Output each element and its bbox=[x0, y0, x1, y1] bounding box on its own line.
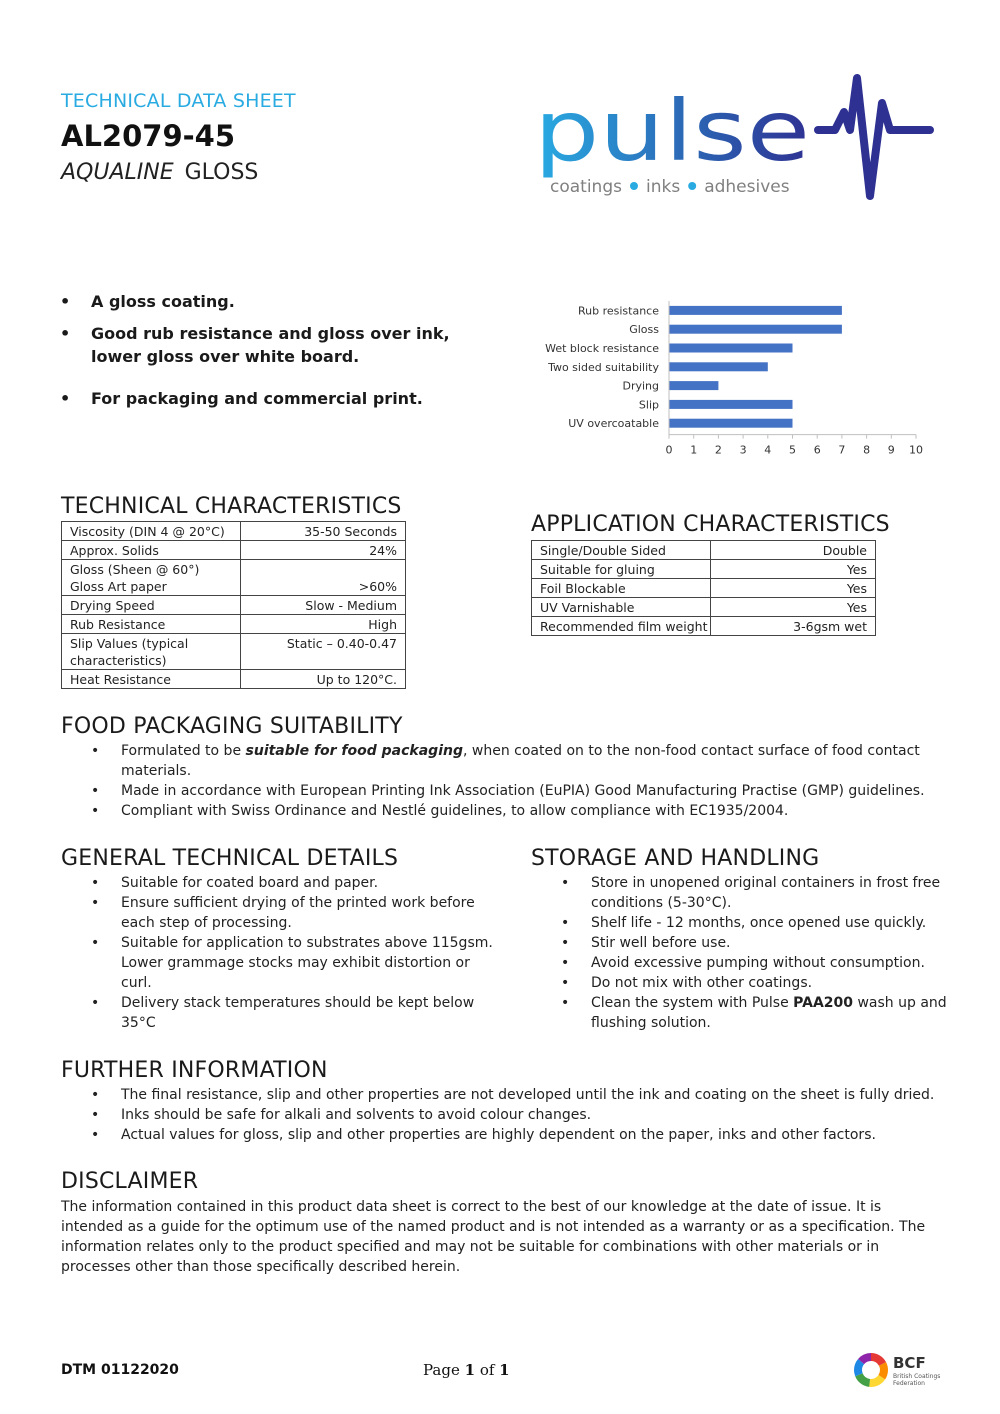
table-row bbox=[62, 596, 406, 615]
row-label-line: Gloss (Sheen @ 60°) bbox=[70, 562, 200, 577]
bar-rub-resistance bbox=[669, 306, 842, 315]
row-label: Rub Resistance bbox=[62, 615, 241, 634]
list-item bbox=[531, 993, 971, 1033]
bcf-name-line: British Coatings bbox=[893, 1373, 941, 1380]
category-label: Two sided suitability bbox=[548, 360, 659, 374]
row-label: Suitable for gluing bbox=[532, 560, 711, 579]
item-emphasis: suitable for food packaging bbox=[245, 743, 463, 759]
table-row bbox=[532, 598, 876, 617]
x-tick-label: 6 bbox=[813, 443, 821, 457]
product-name bbox=[61, 160, 258, 185]
tagline-dot-icon bbox=[630, 182, 638, 190]
table-row bbox=[532, 579, 876, 598]
row-label bbox=[62, 560, 241, 596]
technical-characteristics-table bbox=[61, 521, 406, 689]
list-item: • Avoid excessive pumping without consumption. bbox=[531, 953, 971, 973]
application-characteristics-heading: APPLICATION CHARACTERISTICS bbox=[531, 512, 890, 537]
row-label: UV Varnishable bbox=[532, 598, 711, 617]
row-value: Yes bbox=[711, 579, 876, 598]
category-label: Rub resistance bbox=[577, 304, 659, 318]
table-row bbox=[532, 617, 876, 636]
list-item: • Actual values for gloss, slip and other properties are highly dependent on the paper, inks and other factors. bbox=[61, 1125, 961, 1145]
row-value: 35-50 Seconds bbox=[241, 522, 406, 541]
product-code: AL2079-45 bbox=[61, 119, 236, 153]
application-characteristics-table bbox=[531, 540, 876, 636]
table-row bbox=[532, 541, 876, 560]
storage-handling-heading: STORAGE AND HANDLING bbox=[531, 846, 820, 871]
x-tick-label: 4 bbox=[764, 443, 772, 457]
row-value: Double bbox=[711, 541, 876, 560]
bcf-name-line: Federation bbox=[893, 1380, 925, 1387]
general-technical-details-heading: GENERAL TECHNICAL DETAILS bbox=[61, 846, 399, 871]
bar-drying bbox=[669, 381, 718, 390]
key-point: • For packaging and commercial print. bbox=[60, 387, 500, 410]
row-label: Single/Double Sided bbox=[532, 541, 711, 560]
item-text: Clean the system with Pulse bbox=[591, 995, 794, 1011]
page-label: Page bbox=[423, 1361, 465, 1379]
list-item: • Suitable for application to substrates above 115gsm. Lower grammage stocks may exhibit distortion or curl. bbox=[61, 933, 501, 993]
x-tick-label: 8 bbox=[863, 443, 871, 457]
general-technical-details-list bbox=[61, 873, 501, 1033]
key-points-list bbox=[60, 290, 500, 410]
list-item: • Shelf life - 12 months, once opened use quickly. bbox=[531, 913, 971, 933]
product-reference: PAA200 bbox=[793, 995, 854, 1011]
tagline-dot-icon bbox=[688, 182, 696, 190]
further-information-list bbox=[61, 1085, 961, 1145]
page-label: of bbox=[475, 1361, 500, 1379]
list-item: • Compliant with Swiss Ordinance and Nestlé guidelines, to allow compliance with EC1935/2004. bbox=[61, 801, 941, 821]
list-item: • Suitable for coated board and paper. bbox=[61, 873, 501, 893]
list-item: • Stir well before use. bbox=[531, 933, 971, 953]
list-item: • The final resistance, slip and other properties are not developed until the ink and coating on the sheet is fully dried. bbox=[61, 1085, 961, 1105]
x-tick-label: 1 bbox=[690, 443, 698, 457]
row-value: 3-6gsm wet bbox=[711, 617, 876, 636]
list-item: • Made in accordance with European Printing Ink Association (EuPIA) Good Manufacturing Practise (GMP) guidelines. bbox=[61, 781, 941, 801]
list-item: • Ensure sufficient drying of the printed work before each step of processing. bbox=[61, 893, 501, 933]
item-text: wash up and flushing solution. bbox=[591, 995, 947, 1031]
bcf-abbreviation: BCF bbox=[893, 1354, 926, 1372]
heartbeat-line-icon bbox=[818, 78, 930, 196]
table-row bbox=[62, 522, 406, 541]
list-item: • Store in unopened original containers in frost free conditions (5-30°C). bbox=[531, 873, 971, 913]
row-value: Up to 120°C. bbox=[241, 670, 406, 689]
item-text: Formulated to be bbox=[121, 743, 246, 759]
bcf-ring-icon bbox=[858, 1357, 884, 1383]
tagline-adhesives: adhesives bbox=[704, 177, 790, 197]
list-item: • Delivery stack temperatures should be kept below 35°C bbox=[61, 993, 501, 1033]
row-value: Slow - Medium bbox=[241, 596, 406, 615]
pulse-wordmark: pulse bbox=[534, 82, 810, 180]
bar-slip bbox=[669, 400, 793, 409]
table-row bbox=[62, 560, 406, 596]
page-total: 1 bbox=[499, 1361, 510, 1379]
table-row bbox=[62, 670, 406, 689]
x-tick-label: 5 bbox=[789, 443, 796, 457]
bar-uv-overcoatable bbox=[669, 419, 793, 428]
key-point: • A gloss coating. bbox=[60, 290, 500, 313]
food-packaging-list bbox=[61, 741, 941, 821]
further-information-heading: FURTHER INFORMATION bbox=[61, 1058, 328, 1083]
tagline-inks: inks bbox=[645, 177, 681, 197]
table-row bbox=[532, 560, 876, 579]
row-value: Static – 0.40-0.47 bbox=[241, 634, 406, 670]
food-packaging-heading: FOOD PACKAGING SUITABILITY bbox=[61, 714, 403, 739]
row-value: Yes bbox=[711, 598, 876, 617]
key-point: • Good rub resistance and gloss over ink, lower gloss over white board. bbox=[60, 322, 500, 368]
disclaimer-text: The information contained in this product data sheet is correct to the best of our knowledge at the date of issue. It is intended as a guide for the optimum use of the named product and is not intended as a warranty or as a specification. The information relates only to the product specified and may not be suitable for combinations with other materials or in processes other than those specifically described herein. bbox=[61, 1199, 926, 1275]
bcf-logo bbox=[853, 1352, 949, 1388]
table-row bbox=[62, 634, 406, 670]
document-type: TECHNICAL DATA SHEET bbox=[61, 90, 296, 112]
row-value: 24% bbox=[241, 541, 406, 560]
category-label: Gloss bbox=[629, 323, 659, 337]
row-label: Viscosity (DIN 4 @ 20°C) bbox=[62, 522, 241, 541]
document-code: DTM 01122020 bbox=[61, 1362, 179, 1378]
page-number bbox=[423, 1361, 510, 1379]
disclaimer-heading: DISCLAIMER bbox=[61, 1169, 199, 1194]
row-label: Recommended film weight bbox=[532, 617, 711, 636]
bar-two-sided-suitability bbox=[669, 362, 768, 371]
row-label: Heat Resistance bbox=[62, 670, 241, 689]
tagline-coatings: coatings bbox=[550, 177, 622, 197]
product-variant: GLOSS bbox=[177, 160, 259, 185]
x-tick-label: 0 bbox=[665, 443, 673, 457]
row-label: Approx. Solids bbox=[62, 541, 241, 560]
list-item bbox=[61, 741, 941, 781]
table-row bbox=[62, 615, 406, 634]
row-label: Drying Speed bbox=[62, 596, 241, 615]
category-label: Slip bbox=[638, 398, 659, 412]
storage-handling-list bbox=[531, 873, 971, 1033]
row-label: Slip Values (typical characteristics) bbox=[62, 634, 241, 670]
row-value: >60% bbox=[241, 560, 406, 596]
bar-wet-block-resistance bbox=[669, 344, 793, 353]
x-tick-label: 3 bbox=[739, 443, 747, 457]
row-label-line: Gloss Art paper bbox=[70, 579, 167, 594]
page-current: 1 bbox=[464, 1361, 476, 1379]
x-tick-label: 2 bbox=[714, 443, 722, 457]
row-value: High bbox=[241, 615, 406, 634]
category-label: UV overcoatable bbox=[568, 417, 659, 431]
category-label: Drying bbox=[622, 379, 659, 393]
performance-bar-chart bbox=[520, 295, 960, 465]
list-item: • Inks should be safe for alkali and solvents to avoid colour changes. bbox=[61, 1105, 961, 1125]
list-item: • Do not mix with other coatings. bbox=[531, 973, 971, 993]
row-value: Yes bbox=[711, 560, 876, 579]
bar-gloss bbox=[669, 325, 842, 334]
technical-characteristics-heading: TECHNICAL CHARACTERISTICS bbox=[61, 494, 402, 519]
row-label: Foil Blockable bbox=[532, 579, 711, 598]
category-label: Wet block resistance bbox=[545, 342, 659, 355]
item-text: , when coated on to the non-food contact surface of food contact materials. bbox=[121, 743, 920, 779]
product-line: AQUALINE bbox=[61, 160, 174, 185]
table-row bbox=[62, 541, 406, 560]
x-tick-label: 7 bbox=[838, 443, 846, 457]
pulse-logo bbox=[530, 68, 950, 218]
x-tick-label: 10 bbox=[909, 443, 923, 457]
x-tick-label: 9 bbox=[887, 443, 895, 457]
